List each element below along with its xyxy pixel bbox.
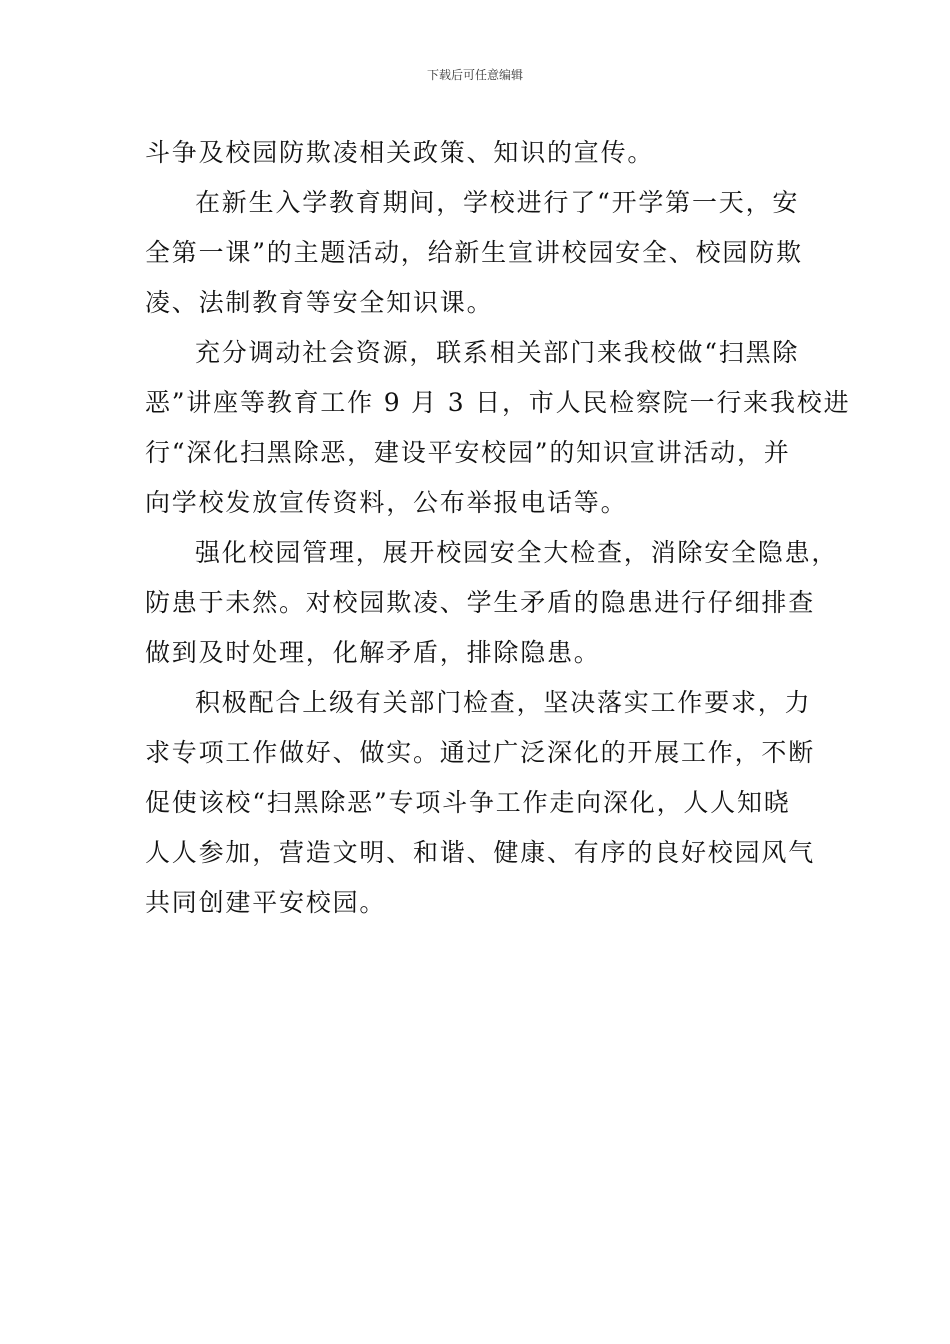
- text-line: 凌、法制教育等安全知识课。: [145, 288, 494, 317]
- document-body: [145, 128, 851, 928]
- text-line: 防患于未然。对校园欺凌、学生矛盾的隐患进行仔细排查: [145, 588, 816, 617]
- text-line: 向学校发放宣传资料，公布举报电话等。: [145, 488, 628, 517]
- page-header-note: 下载后可任意编辑: [426, 68, 523, 82]
- text-line: 促使该校“扫黑除恶”专项斗争工作走向深化，人人知晓: [145, 788, 791, 817]
- text-line: 人人参加，营造文明、和谐、健康、有序的良好校园风气: [145, 838, 816, 867]
- text-line: 求专项工作做好、做实。通过广泛深化的开展工作，不断: [145, 738, 816, 767]
- text-line: 做到及时处理，化解矛盾，排除隐患。: [145, 638, 601, 667]
- paragraph-first-line: 充分调动社会资源，联系相关部门来我校做“扫黑除: [195, 338, 800, 367]
- paragraph-first-line: 在新生入学教育期间，学校进行了“开学第一天，安: [195, 188, 800, 217]
- text-line: 共同创建平安校园。: [145, 888, 387, 917]
- text-line: 全第一课”的主题活动，给新生宣讲校园安全、校园防欺: [145, 238, 803, 267]
- paragraph-first-line: 积极配合上级有关部门检查，坚决落实工作要求，力: [195, 688, 812, 717]
- text-line: 斗争及校园防欺凌相关政策、知识的宣传。: [145, 138, 655, 167]
- paragraph-first-line: 强化校园管理，展开校园安全大检查，消除安全隐患，: [195, 538, 839, 567]
- text-line: 行“深化扫黑除恶，建设平安校园”的知识宣讲活动，并: [145, 438, 791, 467]
- text-line: 恶”讲座等教育工作 9 月 3 日，市人民检察院一行来我校进: [145, 388, 851, 417]
